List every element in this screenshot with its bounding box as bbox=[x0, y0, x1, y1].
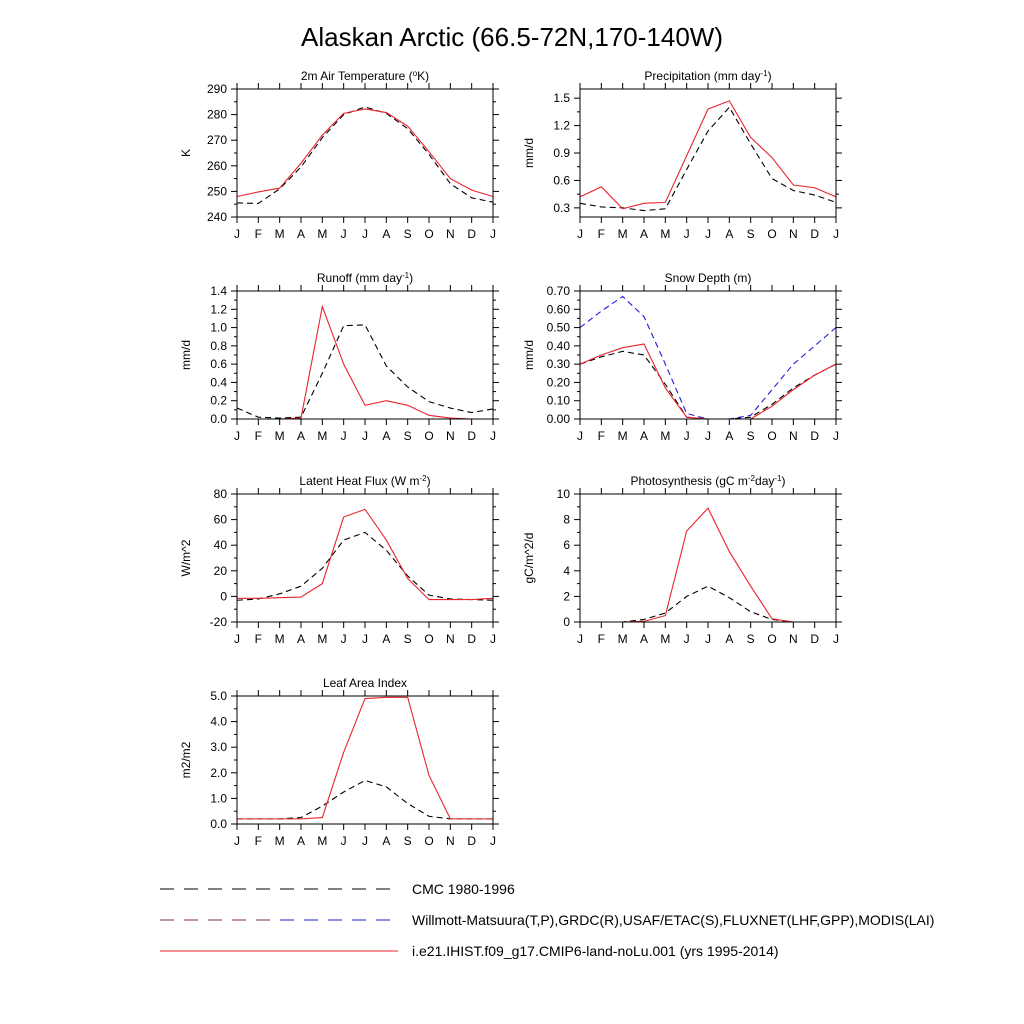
x-tick-label: F bbox=[254, 834, 263, 848]
x-tick-label: N bbox=[445, 632, 455, 646]
y-tick-label: 1.2 bbox=[210, 302, 227, 317]
y-tick-label: 250 bbox=[206, 184, 227, 199]
x-tick-label: N bbox=[788, 632, 798, 646]
series-line-obs_blue bbox=[580, 296, 836, 419]
x-tick-label: A bbox=[725, 227, 734, 241]
panel-title: Runoff (mm day$^{-1}$) bbox=[316, 270, 414, 285]
x-tick-label: N bbox=[445, 227, 455, 241]
x-tick-label: D bbox=[467, 227, 477, 241]
y-axis-label: K bbox=[179, 148, 193, 158]
x-tick-label: J bbox=[683, 429, 690, 443]
x-tick-label: O bbox=[424, 632, 434, 646]
series-group bbox=[237, 509, 493, 600]
x-tick-label: D bbox=[467, 834, 477, 848]
x-tick-label: O bbox=[767, 429, 777, 443]
plot-frame bbox=[237, 696, 493, 824]
x-tick-label: S bbox=[403, 834, 412, 848]
y-tick-label: 6 bbox=[563, 538, 570, 553]
y-tick-label: 0.6 bbox=[210, 357, 227, 372]
series-line-obs bbox=[580, 107, 836, 210]
x-tick-label: J bbox=[705, 227, 711, 241]
legend-label: i.e21.IHIST.f09_g17.CMIP6-land-noLu.001 (yrs 1995-2014) bbox=[412, 943, 779, 959]
x-tick-label: J bbox=[340, 632, 347, 646]
x-tick-label: D bbox=[467, 429, 477, 443]
x-tick-label: J bbox=[833, 227, 839, 241]
x-tick-label: J bbox=[705, 429, 711, 443]
x-tick-label: D bbox=[810, 429, 820, 443]
x-tick-label: F bbox=[254, 429, 263, 443]
y-tick-label: -20 bbox=[209, 615, 227, 629]
x-tick-label: S bbox=[403, 227, 412, 241]
x-tick-label: N bbox=[445, 834, 455, 848]
x-tick-label: J bbox=[490, 227, 496, 241]
series-line-model bbox=[237, 307, 493, 419]
x-tick-label: J bbox=[490, 632, 496, 646]
panel-4 bbox=[522, 271, 842, 443]
plot-frame bbox=[580, 291, 836, 419]
series-group bbox=[237, 307, 493, 419]
legend-label: CMC 1980-1996 bbox=[412, 881, 515, 897]
x-tick-label: A bbox=[639, 632, 649, 646]
x-tick-label: A bbox=[639, 429, 649, 443]
y-tick-label: 60 bbox=[213, 512, 227, 527]
x-tick-label: S bbox=[746, 429, 755, 443]
panel-6 bbox=[522, 474, 842, 647]
series-line-obs bbox=[237, 532, 493, 600]
panel-title: Photosynthesis (gC $m^{-2}day^{-1}$) bbox=[630, 473, 786, 488]
panels bbox=[179, 69, 842, 849]
x-tick-label: N bbox=[445, 429, 455, 443]
y-tick-label: 4 bbox=[563, 563, 570, 578]
y-tick-label: 1.0 bbox=[210, 320, 227, 335]
x-tick-label: F bbox=[597, 429, 606, 443]
x-tick-label: J bbox=[340, 429, 347, 443]
y-tick-label: 1.2 bbox=[553, 118, 570, 133]
x-tick-label: D bbox=[467, 632, 477, 646]
x-tick-label: M bbox=[274, 632, 285, 646]
x-tick-label: O bbox=[424, 227, 434, 241]
panel-1 bbox=[179, 69, 499, 242]
y-tick-label: 0.70 bbox=[546, 284, 570, 298]
y-axis-label: m2/m2 bbox=[179, 741, 193, 779]
y-tick-label: 0.0 bbox=[210, 412, 227, 426]
y-tick-label: 280 bbox=[206, 107, 227, 122]
y-tick-label: 0.50 bbox=[546, 320, 570, 335]
y-tick-label: 0.10 bbox=[546, 393, 570, 408]
legend-item-3 bbox=[160, 943, 779, 959]
x-tick-label: F bbox=[597, 227, 606, 241]
y-tick-label: 270 bbox=[206, 133, 227, 148]
y-tick-label: 0 bbox=[220, 589, 227, 604]
series-group bbox=[580, 508, 836, 622]
x-tick-label: S bbox=[746, 632, 755, 646]
x-tick-label: F bbox=[254, 227, 263, 241]
x-tick-label: J bbox=[833, 632, 839, 646]
y-tick-label: 1.4 bbox=[210, 284, 227, 298]
y-tick-label: 8 bbox=[563, 512, 570, 527]
plot-frame bbox=[237, 291, 493, 419]
x-tick-label: A bbox=[382, 227, 391, 241]
series-group bbox=[580, 296, 836, 419]
y-tick-label: 0.0 bbox=[210, 817, 227, 831]
y-tick-label: 0.8 bbox=[210, 338, 227, 353]
x-tick-label: J bbox=[577, 429, 583, 443]
series-line-model bbox=[580, 508, 836, 622]
x-tick-label: M bbox=[617, 632, 628, 646]
panel-title: Precipitation (mm day$^{-1}$) bbox=[644, 68, 772, 83]
plot-frame bbox=[237, 494, 493, 622]
y-tick-label: 0.60 bbox=[546, 302, 570, 317]
panel-title: Leaf Area Index bbox=[322, 676, 408, 690]
x-tick-label: S bbox=[403, 429, 412, 443]
y-axis-label: mm/d bbox=[179, 340, 193, 370]
x-tick-label: M bbox=[317, 834, 328, 848]
x-tick-label: J bbox=[234, 227, 240, 241]
plot-frame bbox=[580, 89, 836, 217]
y-tick-label: 260 bbox=[206, 158, 227, 173]
series-line-model bbox=[580, 344, 836, 419]
x-tick-label: M bbox=[617, 429, 628, 443]
x-tick-label: D bbox=[810, 227, 820, 241]
panel-title: Snow Depth (m) bbox=[664, 271, 752, 285]
x-tick-label: F bbox=[254, 632, 263, 646]
x-tick-label: O bbox=[424, 429, 434, 443]
x-tick-label: A bbox=[725, 632, 734, 646]
y-tick-label: 0.2 bbox=[210, 393, 227, 408]
y-tick-label: 290 bbox=[206, 82, 227, 96]
panel-title: Latent Heat Flux (W $m^{-2}$) bbox=[299, 473, 431, 488]
x-tick-label: D bbox=[810, 632, 820, 646]
x-tick-label: J bbox=[683, 632, 690, 646]
y-tick-label: 0.30 bbox=[546, 357, 570, 372]
x-tick-label: J bbox=[340, 227, 347, 241]
legend-item-2 bbox=[160, 912, 934, 928]
x-tick-label: F bbox=[597, 632, 606, 646]
x-tick-label: J bbox=[362, 429, 368, 443]
y-tick-label: 0.9 bbox=[553, 146, 570, 160]
x-tick-label: A bbox=[382, 632, 391, 646]
x-tick-label: M bbox=[274, 429, 285, 443]
legend-label: Willmott-Matsuura(T,P),GRDC(R),USAF/ETAC(S),FLUXNET(LHF,GPP),MODIS(LAI) bbox=[412, 912, 935, 928]
x-tick-label: O bbox=[424, 834, 434, 848]
y-tick-label: 2 bbox=[563, 589, 570, 604]
panel-7 bbox=[179, 676, 499, 848]
y-tick-label: 0.40 bbox=[546, 338, 570, 353]
y-tick-label: 0.20 bbox=[546, 375, 570, 390]
panel-5 bbox=[179, 474, 499, 647]
y-tick-label: 10 bbox=[556, 487, 570, 501]
x-tick-label: M bbox=[274, 227, 285, 241]
x-tick-label: M bbox=[317, 227, 328, 241]
x-tick-label: J bbox=[833, 429, 839, 443]
legend-item-1 bbox=[160, 881, 515, 897]
x-tick-label: J bbox=[577, 227, 583, 241]
x-tick-label: J bbox=[362, 632, 368, 646]
x-tick-label: A bbox=[296, 632, 306, 646]
y-axis-label: mm/d bbox=[522, 138, 536, 168]
x-tick-label: S bbox=[403, 632, 412, 646]
x-tick-label: J bbox=[234, 429, 240, 443]
x-tick-label: A bbox=[296, 834, 306, 848]
x-tick-label: J bbox=[490, 429, 496, 443]
plot-frame bbox=[237, 89, 493, 217]
x-tick-label: J bbox=[683, 227, 690, 241]
series-group bbox=[237, 107, 493, 204]
x-tick-label: J bbox=[234, 632, 240, 646]
x-tick-label: M bbox=[660, 429, 671, 443]
series-line-model bbox=[237, 509, 493, 599]
x-tick-label: M bbox=[274, 834, 285, 848]
series-group bbox=[237, 697, 493, 819]
series-line-obs bbox=[237, 780, 493, 818]
y-axis-label: mm/d bbox=[522, 340, 536, 370]
x-tick-label: S bbox=[746, 227, 755, 241]
y-tick-label: 5.0 bbox=[210, 689, 227, 703]
x-tick-label: J bbox=[234, 834, 240, 848]
y-tick-label: 0.4 bbox=[210, 375, 227, 390]
legend bbox=[160, 881, 934, 959]
panel-title: 2m Air Temperature ($^o$K) bbox=[300, 68, 430, 83]
x-tick-label: J bbox=[490, 834, 496, 848]
y-tick-label: 0.3 bbox=[553, 200, 570, 215]
series-line-model bbox=[580, 101, 836, 209]
x-tick-label: A bbox=[639, 227, 649, 241]
x-tick-label: O bbox=[767, 227, 777, 241]
x-tick-label: O bbox=[767, 632, 777, 646]
y-tick-label: 4.0 bbox=[210, 714, 227, 729]
x-tick-label: A bbox=[725, 429, 734, 443]
y-tick-label: 20 bbox=[213, 563, 227, 578]
x-tick-label: J bbox=[362, 834, 368, 848]
x-tick-label: M bbox=[617, 227, 628, 241]
series-group bbox=[580, 101, 836, 211]
x-tick-label: A bbox=[382, 834, 391, 848]
series-line-model bbox=[237, 109, 493, 197]
y-tick-label: 40 bbox=[213, 538, 227, 553]
series-line-model bbox=[237, 697, 493, 819]
x-tick-label: N bbox=[788, 227, 798, 241]
x-tick-label: A bbox=[296, 429, 306, 443]
x-tick-label: M bbox=[660, 227, 671, 241]
y-tick-label: 3.0 bbox=[210, 740, 227, 755]
y-tick-label: 80 bbox=[213, 487, 227, 501]
y-tick-label: 1.5 bbox=[553, 91, 570, 106]
figure-title: Alaskan Arctic (66.5-72N,170-140W) bbox=[301, 22, 723, 52]
y-tick-label: 240 bbox=[206, 210, 227, 224]
x-tick-label: M bbox=[317, 429, 328, 443]
y-tick-label: 0.00 bbox=[546, 412, 570, 426]
x-tick-label: M bbox=[660, 632, 671, 646]
y-tick-label: 0 bbox=[563, 615, 570, 629]
panel-3 bbox=[179, 271, 499, 444]
y-axis-label: gC/m^2/d bbox=[522, 532, 536, 584]
y-tick-label: 1.0 bbox=[210, 791, 227, 806]
x-tick-label: A bbox=[296, 227, 306, 241]
x-tick-label: A bbox=[382, 429, 391, 443]
y-tick-label: 2.0 bbox=[210, 765, 227, 780]
y-tick-label: 0.6 bbox=[553, 173, 570, 188]
plot-frame bbox=[580, 494, 836, 622]
x-tick-label: J bbox=[340, 834, 347, 848]
x-tick-label: J bbox=[705, 632, 711, 646]
x-tick-label: J bbox=[362, 227, 368, 241]
x-tick-label: N bbox=[788, 429, 798, 443]
series-line-obs bbox=[580, 586, 836, 622]
panel-2 bbox=[522, 69, 842, 242]
x-tick-label: J bbox=[577, 632, 583, 646]
x-tick-label: M bbox=[317, 632, 328, 646]
series-line-obs bbox=[580, 351, 836, 419]
y-axis-label: W/m^2 bbox=[179, 539, 193, 577]
